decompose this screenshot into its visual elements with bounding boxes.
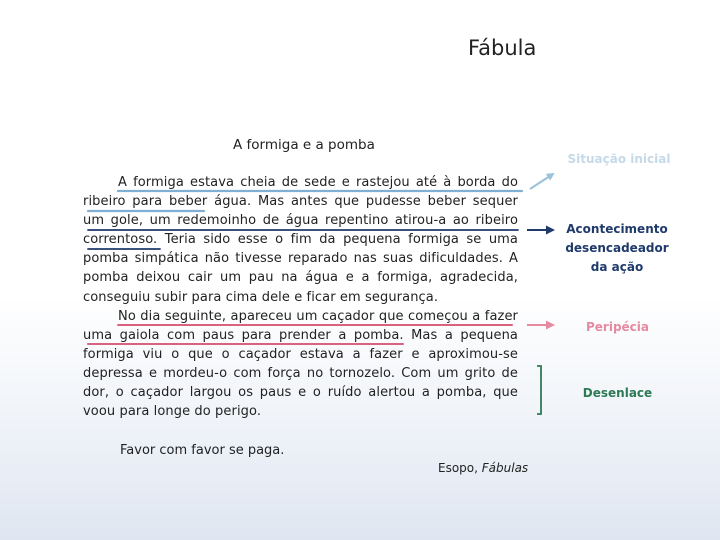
story-title: A formiga e a pomba <box>233 137 375 153</box>
bracket-desenlace <box>537 366 541 414</box>
page-title: Fábula <box>468 36 537 60</box>
label-peripecia: Peripécia <box>585 320 650 334</box>
story-paragraph-1: A formiga estava cheia de sede e rastejou até à borda do ribeiro para beber água. Mas antes que pudesse beber sequer um gole, um redemoinho de água repentino atirou-a ao ribeiro correntoso. Teria sido esse o fim da pequena formiga se uma pomba simpática não tivesse reparado nas suas dificuldades. A pomba deixou cair um pau na água e a formiga, agradecida, conseguiu subir para cima dele e ficar em segurança. <box>83 175 518 305</box>
arrow-situacao-inicial <box>530 174 553 189</box>
label-acontecimento-desencadeador: Acontecimento desencadeador da ação <box>565 222 669 274</box>
credit-author: Esopo, <box>438 461 482 475</box>
story-paragraph-2: No dia seguinte, apareceu um caçador que começou a fazer uma gaiola com paus para prender a pomba. Mas a pequena formiga viu o que o caçador estava a fazer e aproximou-se depressa e mordeu-o com força no tornozelo. Com um grito de dor, o caçador largou os paus e o ruído alertou a pomba, que voou para longe do perigo. <box>83 308 518 420</box>
story-moral: Favor com favor se paga. <box>120 443 285 458</box>
credit-work: Fábulas <box>481 461 529 475</box>
label-desenlace: Desenlace <box>582 386 653 400</box>
label-situacao-inicial: Situação inicial <box>567 152 671 166</box>
